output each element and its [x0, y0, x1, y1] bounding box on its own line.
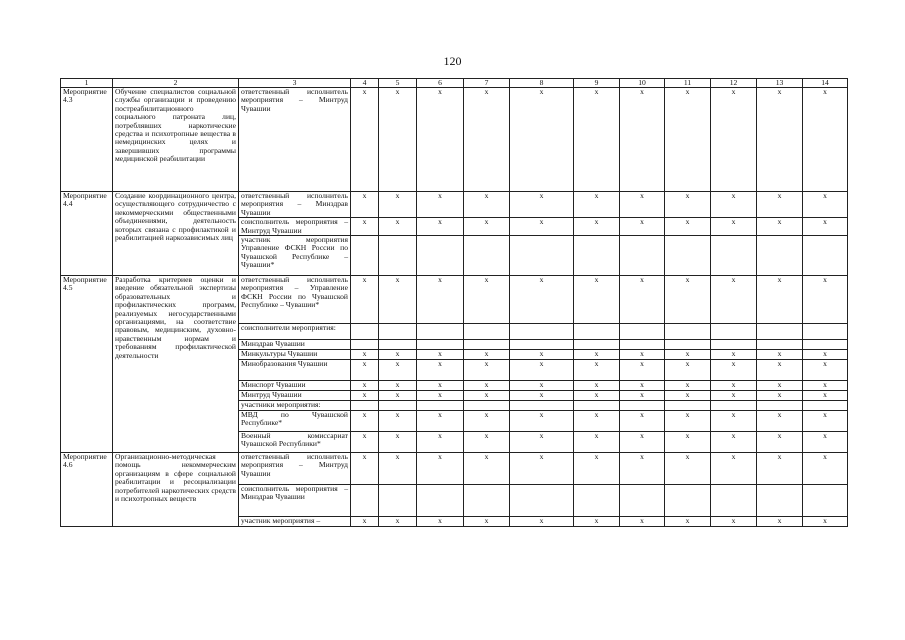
executor-cell: соисполнители мероприятия: — [239, 324, 351, 340]
mark-cell: x — [574, 218, 620, 236]
mark-cell: x — [464, 391, 510, 401]
mark-cell — [351, 236, 379, 276]
mark-cell — [665, 485, 711, 517]
mark-cell: x — [351, 276, 379, 324]
mark-cell: x — [510, 192, 574, 218]
executor-cell: участники мероприятия: — [239, 401, 351, 411]
mark-cell: x — [711, 517, 757, 527]
mark-cell — [711, 236, 757, 276]
mark-cell: x — [510, 411, 574, 432]
mark-cell — [417, 485, 464, 517]
table-row — [61, 192, 848, 218]
mark-cell: x — [510, 517, 574, 527]
mark-cell: x — [351, 411, 379, 432]
page-number: 120 — [443, 54, 462, 68]
mark-cell: x — [711, 350, 757, 360]
mark-cell: x — [351, 360, 379, 381]
mark-cell — [620, 236, 665, 276]
mark-cell: x — [803, 192, 848, 218]
mark-cell: x — [351, 453, 379, 485]
mark-cell: x — [379, 391, 417, 401]
mark-cell: x — [379, 453, 417, 485]
mark-cell — [711, 324, 757, 340]
executor-cell: Военный комиссариат Чувашской Республики* — [239, 432, 351, 453]
column-header: 13 — [757, 79, 803, 88]
mark-cell: x — [803, 381, 848, 391]
mark-cell: x — [417, 391, 464, 401]
mark-cell: x — [464, 88, 510, 192]
column-header: 2 — [113, 79, 239, 88]
mark-cell — [379, 485, 417, 517]
mark-cell — [464, 236, 510, 276]
mark-cell — [379, 401, 417, 411]
mark-cell — [464, 401, 510, 411]
mark-cell — [464, 340, 510, 350]
mark-cell — [665, 236, 711, 276]
mark-cell: x — [711, 276, 757, 324]
mark-cell: x — [665, 276, 711, 324]
mark-cell — [620, 324, 665, 340]
mark-cell — [574, 401, 620, 411]
mark-cell: x — [510, 453, 574, 485]
mark-cell: x — [665, 192, 711, 218]
mark-cell — [351, 340, 379, 350]
table-row — [61, 88, 848, 192]
mark-cell: x — [464, 360, 510, 381]
mark-cell: x — [351, 391, 379, 401]
mark-cell — [417, 324, 464, 340]
mark-cell: x — [417, 381, 464, 391]
table-body — [61, 79, 848, 527]
mark-cell: x — [574, 350, 620, 360]
mark-cell — [665, 401, 711, 411]
executor-cell: ответственный исполнитель мероприятия – Минтруд Чувашии — [239, 453, 351, 485]
mark-cell: x — [574, 192, 620, 218]
mark-cell — [379, 324, 417, 340]
mark-cell: x — [711, 411, 757, 432]
mark-cell: x — [510, 391, 574, 401]
mark-cell: x — [351, 218, 379, 236]
mark-cell — [803, 485, 848, 517]
mark-cell — [510, 401, 574, 411]
mark-cell — [417, 401, 464, 411]
mark-cell: x — [620, 88, 665, 192]
executor-cell: Минобразования Чувашии — [239, 360, 351, 381]
mark-cell — [417, 340, 464, 350]
mark-cell: x — [379, 432, 417, 453]
mark-cell — [711, 485, 757, 517]
mark-cell: x — [803, 411, 848, 432]
mark-cell: x — [417, 350, 464, 360]
mark-cell — [574, 324, 620, 340]
mark-cell — [711, 401, 757, 411]
mark-cell: x — [574, 88, 620, 192]
mark-cell: x — [711, 391, 757, 401]
mark-cell: x — [351, 192, 379, 218]
mark-cell: x — [620, 381, 665, 391]
mark-cell: x — [417, 453, 464, 485]
mark-cell: x — [620, 360, 665, 381]
mark-cell: x — [379, 218, 417, 236]
mark-cell: x — [665, 453, 711, 485]
mark-cell — [510, 485, 574, 517]
mark-cell: x — [510, 218, 574, 236]
mark-cell: x — [574, 360, 620, 381]
mark-cell: x — [510, 350, 574, 360]
mark-cell: x — [620, 391, 665, 401]
measures-table — [60, 78, 848, 527]
executor-cell: соисполнитель мероприятия – Минтруд Чувашии — [239, 218, 351, 236]
mark-cell: x — [757, 360, 803, 381]
column-header: 10 — [620, 79, 665, 88]
mark-cell: x — [757, 453, 803, 485]
mark-cell: x — [711, 381, 757, 391]
mark-cell: x — [620, 517, 665, 527]
event-id: Мероприятие 4.6 — [61, 453, 113, 527]
mark-cell: x — [757, 192, 803, 218]
mark-cell: x — [803, 350, 848, 360]
mark-cell: x — [665, 360, 711, 381]
mark-cell: x — [351, 381, 379, 391]
mark-cell — [417, 236, 464, 276]
mark-cell — [510, 340, 574, 350]
mark-cell: x — [417, 276, 464, 324]
mark-cell — [803, 236, 848, 276]
column-header: 7 — [464, 79, 510, 88]
mark-cell: x — [665, 88, 711, 192]
mark-cell — [620, 401, 665, 411]
event-description: Обучение специалистов социальной службы организации и проведению постреабилитационного социального патроната лиц, потреблявших наркотические средства и психотропные вещества в немедицинских целях и завершивших программы медицинской реабилитации — [113, 88, 239, 192]
executor-cell: Минздрав Чувашии — [239, 340, 351, 350]
mark-cell: x — [757, 88, 803, 192]
mark-cell: x — [510, 276, 574, 324]
mark-cell — [803, 324, 848, 340]
mark-cell: x — [574, 411, 620, 432]
mark-cell: x — [620, 411, 665, 432]
mark-cell — [711, 340, 757, 350]
mark-cell: x — [351, 517, 379, 527]
executor-cell: ответственный исполнитель мероприятия – Управление ФСКН России по Чувашской Республике – Чувашии* — [239, 276, 351, 324]
event-id: Мероприятие 4.3 — [61, 88, 113, 192]
mark-cell — [574, 236, 620, 276]
mark-cell: x — [757, 391, 803, 401]
column-header: 8 — [510, 79, 574, 88]
mark-cell: x — [574, 391, 620, 401]
mark-cell — [620, 485, 665, 517]
mark-cell: x — [379, 381, 417, 391]
mark-cell: x — [464, 350, 510, 360]
mark-cell: x — [417, 192, 464, 218]
mark-cell — [803, 401, 848, 411]
column-header: 14 — [803, 79, 848, 88]
mark-cell — [510, 236, 574, 276]
mark-cell: x — [379, 88, 417, 192]
mark-cell: x — [464, 453, 510, 485]
mark-cell: x — [665, 391, 711, 401]
mark-cell: x — [574, 517, 620, 527]
mark-cell: x — [803, 360, 848, 381]
mark-cell — [665, 340, 711, 350]
mark-cell: x — [464, 432, 510, 453]
mark-cell: x — [379, 360, 417, 381]
mark-cell: x — [417, 88, 464, 192]
executor-cell: участник мероприятия – — [239, 517, 351, 527]
mark-cell: x — [665, 218, 711, 236]
mark-cell — [351, 401, 379, 411]
executor-cell: соисполнитель мероприятия – Минздрав Чувашии — [239, 485, 351, 517]
mark-cell: x — [620, 350, 665, 360]
executor-cell: участник мероприятия Управление ФСКН России по Чувашской Республике – Чувашии* — [239, 236, 351, 276]
mark-cell — [574, 485, 620, 517]
mark-cell: x — [510, 381, 574, 391]
mark-cell: x — [711, 218, 757, 236]
mark-cell: x — [711, 192, 757, 218]
mark-cell: x — [711, 453, 757, 485]
mark-cell: x — [574, 381, 620, 391]
mark-cell: x — [620, 453, 665, 485]
mark-cell: x — [464, 517, 510, 527]
event-id: Мероприятие 4.4 — [61, 192, 113, 276]
mark-cell — [665, 324, 711, 340]
mark-cell: x — [464, 276, 510, 324]
mark-cell: x — [417, 517, 464, 527]
mark-cell — [620, 340, 665, 350]
mark-cell: x — [417, 360, 464, 381]
mark-cell — [379, 236, 417, 276]
mark-cell: x — [711, 88, 757, 192]
mark-cell: x — [711, 360, 757, 381]
mark-cell — [757, 485, 803, 517]
mark-cell: x — [803, 517, 848, 527]
mark-cell: x — [379, 411, 417, 432]
mark-cell: x — [803, 391, 848, 401]
mark-cell: x — [379, 517, 417, 527]
mark-cell: x — [620, 192, 665, 218]
mark-cell: x — [417, 411, 464, 432]
executor-cell: Минспорт Чувашии — [239, 381, 351, 391]
mark-cell: x — [757, 350, 803, 360]
mark-cell: x — [379, 276, 417, 324]
mark-cell: x — [417, 218, 464, 236]
mark-cell: x — [574, 453, 620, 485]
header-row — [61, 79, 848, 88]
column-header: 4 — [351, 79, 379, 88]
mark-cell: x — [757, 432, 803, 453]
mark-cell: x — [510, 88, 574, 192]
table-row — [61, 276, 848, 324]
mark-cell — [351, 485, 379, 517]
mark-cell — [803, 340, 848, 350]
event-description: Разработка критериев оценки и введение обязательной экспертизы образовательных и профилактических программ, реализуемых негосударственными организациями, на соответствие правовым, медицинским, духовно-нравственным нормам и требованиям профилактической деятельности — [113, 276, 239, 453]
table-row — [61, 453, 848, 485]
mark-cell: x — [351, 350, 379, 360]
mark-cell — [757, 401, 803, 411]
mark-cell: x — [464, 218, 510, 236]
column-header: 9 — [574, 79, 620, 88]
mark-cell — [574, 340, 620, 350]
mark-cell — [510, 324, 574, 340]
column-header: 11 — [665, 79, 711, 88]
executor-cell: ответственный исполнитель мероприятия – Минтруд Чувашии — [239, 88, 351, 192]
executor-cell: Минтруд Чувашии — [239, 391, 351, 401]
mark-cell: x — [574, 276, 620, 324]
mark-cell: x — [665, 350, 711, 360]
mark-cell: x — [665, 411, 711, 432]
mark-cell: x — [757, 276, 803, 324]
mark-cell: x — [574, 432, 620, 453]
mark-cell: x — [464, 381, 510, 391]
mark-cell: x — [757, 411, 803, 432]
mark-cell: x — [351, 88, 379, 192]
column-header: 1 — [61, 79, 113, 88]
mark-cell: x — [757, 218, 803, 236]
mark-cell: x — [510, 360, 574, 381]
mark-cell: x — [510, 432, 574, 453]
event-id: Мероприятие 4.5 — [61, 276, 113, 453]
mark-cell — [464, 324, 510, 340]
column-header: 5 — [379, 79, 417, 88]
executor-cell: ответственный исполнитель мероприятия – Минздрав Чувашии — [239, 192, 351, 218]
mark-cell: x — [665, 432, 711, 453]
mark-cell: x — [803, 218, 848, 236]
mark-cell: x — [464, 192, 510, 218]
mark-cell: x — [803, 453, 848, 485]
mark-cell — [464, 485, 510, 517]
mark-cell — [757, 236, 803, 276]
mark-cell — [757, 340, 803, 350]
mark-cell: x — [757, 517, 803, 527]
mark-cell: x — [464, 411, 510, 432]
mark-cell: x — [379, 192, 417, 218]
mark-cell — [757, 324, 803, 340]
mark-cell: x — [620, 432, 665, 453]
mark-cell: x — [803, 276, 848, 324]
mark-cell — [379, 340, 417, 350]
event-description: Создание координационного центра, осуществляющего сотрудничество с некоммерческими общественными объединениями, деятельность которых связана с профилактикой и реабилитацией наркозависимых лиц — [113, 192, 239, 276]
column-header: 6 — [417, 79, 464, 88]
mark-cell: x — [803, 88, 848, 192]
mark-cell: x — [711, 432, 757, 453]
mark-cell: x — [803, 432, 848, 453]
column-header: 3 — [239, 79, 351, 88]
mark-cell: x — [665, 381, 711, 391]
mark-cell: x — [351, 432, 379, 453]
event-description: Организационно-методическая помощь некоммерческим организациям в сфере социальной реабилитации и ресоциализации потребителей наркотических средств и психотропных веществ — [113, 453, 239, 527]
executor-cell: МВД по Чувашской Республике* — [239, 411, 351, 432]
mark-cell: x — [665, 517, 711, 527]
column-header: 12 — [711, 79, 757, 88]
mark-cell: x — [620, 218, 665, 236]
executor-cell: Минкультуры Чувашии — [239, 350, 351, 360]
mark-cell: x — [379, 350, 417, 360]
mark-cell: x — [757, 381, 803, 391]
mark-cell: x — [620, 276, 665, 324]
mark-cell — [351, 324, 379, 340]
mark-cell: x — [417, 432, 464, 453]
